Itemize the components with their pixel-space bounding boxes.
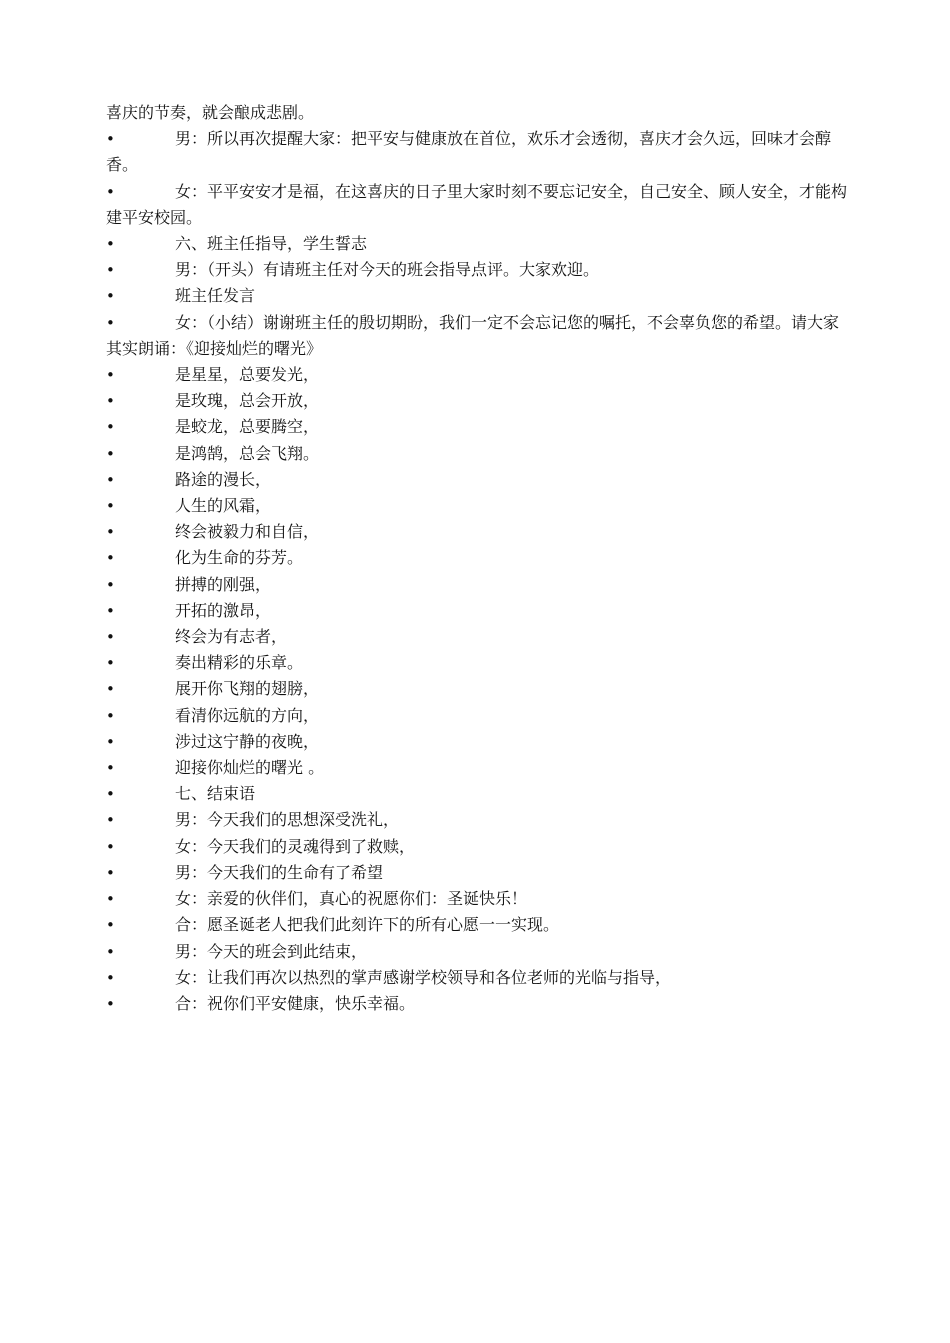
- list-item: [106, 729, 852, 755]
- list-item: [106, 807, 852, 833]
- list-item-text: 化为生命的芬芳。: [175, 548, 304, 568]
- bullet-icon: •: [106, 628, 115, 647]
- bullet-icon: •: [106, 418, 115, 437]
- list-item-text: 人生的风霜，: [175, 496, 272, 516]
- list-item: [106, 388, 852, 414]
- list-item: [106, 179, 852, 231]
- bullet-icon: •: [106, 654, 115, 673]
- bullet-icon: •: [106, 811, 115, 830]
- list-item: [106, 493, 852, 519]
- list-item: [106, 939, 852, 965]
- list-item: [106, 310, 852, 362]
- list-item: [106, 414, 852, 440]
- list-item: [106, 441, 852, 467]
- list-item-text: 合：祝你们平安健康，快乐幸福。: [175, 993, 416, 1013]
- bullet-icon: •: [106, 916, 115, 935]
- list-item: [106, 703, 852, 729]
- list-item-text: 六、班主任指导，学生誓志: [175, 234, 368, 254]
- list-item-text: 班主任发言: [175, 286, 256, 306]
- list-item-text: 是蛟龙，总要腾空，: [175, 417, 320, 437]
- bullet-icon: •: [106, 601, 115, 620]
- list-item: [106, 362, 852, 388]
- list-item: [106, 991, 852, 1017]
- document-page: [106, 100, 852, 1017]
- list-item-text: 是星星，总要发光，: [175, 365, 320, 385]
- list-item-text: 展开你飞翔的翅膀，: [175, 679, 320, 699]
- list-item-text: 开拓的激昂，: [175, 600, 272, 620]
- list-item-text: 是玫瑰，总会开放，: [175, 391, 320, 411]
- list-item: [106, 676, 852, 702]
- list-item: [106, 781, 852, 807]
- list-item-text: 路途的漫长，: [175, 469, 272, 489]
- list-item-text: 涉过这宁静的夜晚，: [175, 731, 320, 751]
- bullet-icon: •: [106, 444, 115, 463]
- list-item-text: 女：平平安安才是福，在这喜庆的日子里大家时刻不要忘记安全，自己安全、顾人安全，才能构建平安校园。: [106, 181, 848, 227]
- bullet-icon: •: [106, 182, 115, 201]
- lead-line: 喜庆的节奏，就会酿成悲剧。: [106, 103, 315, 122]
- list-item-text: 男：今天我们的思想深受洗礼，: [175, 810, 400, 830]
- list-item: [106, 467, 852, 493]
- bullet-icon: •: [106, 470, 115, 489]
- bullet-icon: •: [106, 130, 115, 149]
- list-item: [106, 545, 852, 571]
- list-item: [106, 231, 852, 257]
- list-item: [106, 650, 852, 676]
- bullet-icon: •: [106, 497, 115, 516]
- bullet-icon: •: [106, 523, 115, 542]
- list-item: [106, 886, 852, 912]
- list-item-text: 男：所以再次提醒大家：把平安与健康放在首位，欢乐才会透彻，喜庆才会久远，回味才会醇香。: [106, 129, 832, 175]
- list-item: [106, 126, 852, 178]
- list-item-text: 是鸿鹄，总会飞翔。: [175, 443, 320, 463]
- list-item-text: 奏出精彩的乐章。: [175, 653, 304, 673]
- bullet-icon: •: [106, 366, 115, 385]
- list-item: [106, 283, 852, 309]
- list-item-text: 男：今天的班会到此结束，: [175, 941, 368, 961]
- bullet-icon: •: [106, 837, 115, 856]
- list-item-text: 女：（小结）谢谢班主任的殷切期盼，我们一定不会忘记您的嘱托，不会辜负您的希望。请大家其实朗诵：《迎接灿烂的曙光》: [106, 312, 840, 358]
- bullet-icon: •: [106, 287, 115, 306]
- list-item: [106, 755, 852, 781]
- list-item: [106, 912, 852, 938]
- list-item-text: 女：今天我们的灵魂得到了救赎，: [175, 836, 416, 856]
- list-item-text: 七、结束语: [175, 784, 256, 804]
- list-item-text: 女：让我们再次以热烈的掌声感谢学校领导和各位老师的光临与指导，: [175, 967, 672, 987]
- list-item: [106, 572, 852, 598]
- list-item-text: 女：亲爱的伙伴们，真心的祝愿你们：圣诞快乐！: [175, 889, 528, 909]
- list-item-text: 合：愿圣诞老人把我们此刻许下的所有心愿一一实现。: [175, 915, 560, 935]
- bullet-icon: •: [106, 968, 115, 987]
- bullet-icon: •: [106, 680, 115, 699]
- bullet-icon: •: [106, 759, 115, 778]
- bullet-icon: •: [106, 942, 115, 961]
- list-item: [106, 519, 852, 545]
- bullet-icon: •: [106, 863, 115, 882]
- bullet-icon: •: [106, 785, 115, 804]
- bullet-icon: •: [106, 313, 115, 332]
- bullet-icon: •: [106, 392, 115, 411]
- bullet-icon: •: [106, 261, 115, 280]
- list-item: [106, 598, 852, 624]
- list-item-text: 拼搏的刚强，: [175, 574, 272, 594]
- list-item-text: 看清你远航的方向，: [175, 705, 320, 725]
- list-item-text: 迎接你灿烂的曙光 。: [175, 758, 325, 778]
- list-item-text: 终会为有志者，: [175, 627, 288, 647]
- list-item-text: 男：（开头）有请班主任对今天的班会指导点评。大家欢迎。: [175, 260, 600, 280]
- list-item: [106, 834, 852, 860]
- list-item: [106, 965, 852, 991]
- bullet-icon: •: [106, 706, 115, 725]
- bullet-icon: •: [106, 575, 115, 594]
- bullet-icon: •: [106, 732, 115, 751]
- list-item-text: 男：今天我们的生命有了希望: [175, 862, 384, 882]
- list-item: [106, 860, 852, 886]
- list-item: [106, 624, 852, 650]
- list-item-text: 终会被毅力和自信，: [175, 522, 320, 542]
- bullet-icon: •: [106, 994, 115, 1013]
- bullet-icon: •: [106, 890, 115, 909]
- bullet-list: [106, 126, 852, 1017]
- bullet-icon: •: [106, 235, 115, 254]
- bullet-icon: •: [106, 549, 115, 568]
- list-item: [106, 257, 852, 283]
